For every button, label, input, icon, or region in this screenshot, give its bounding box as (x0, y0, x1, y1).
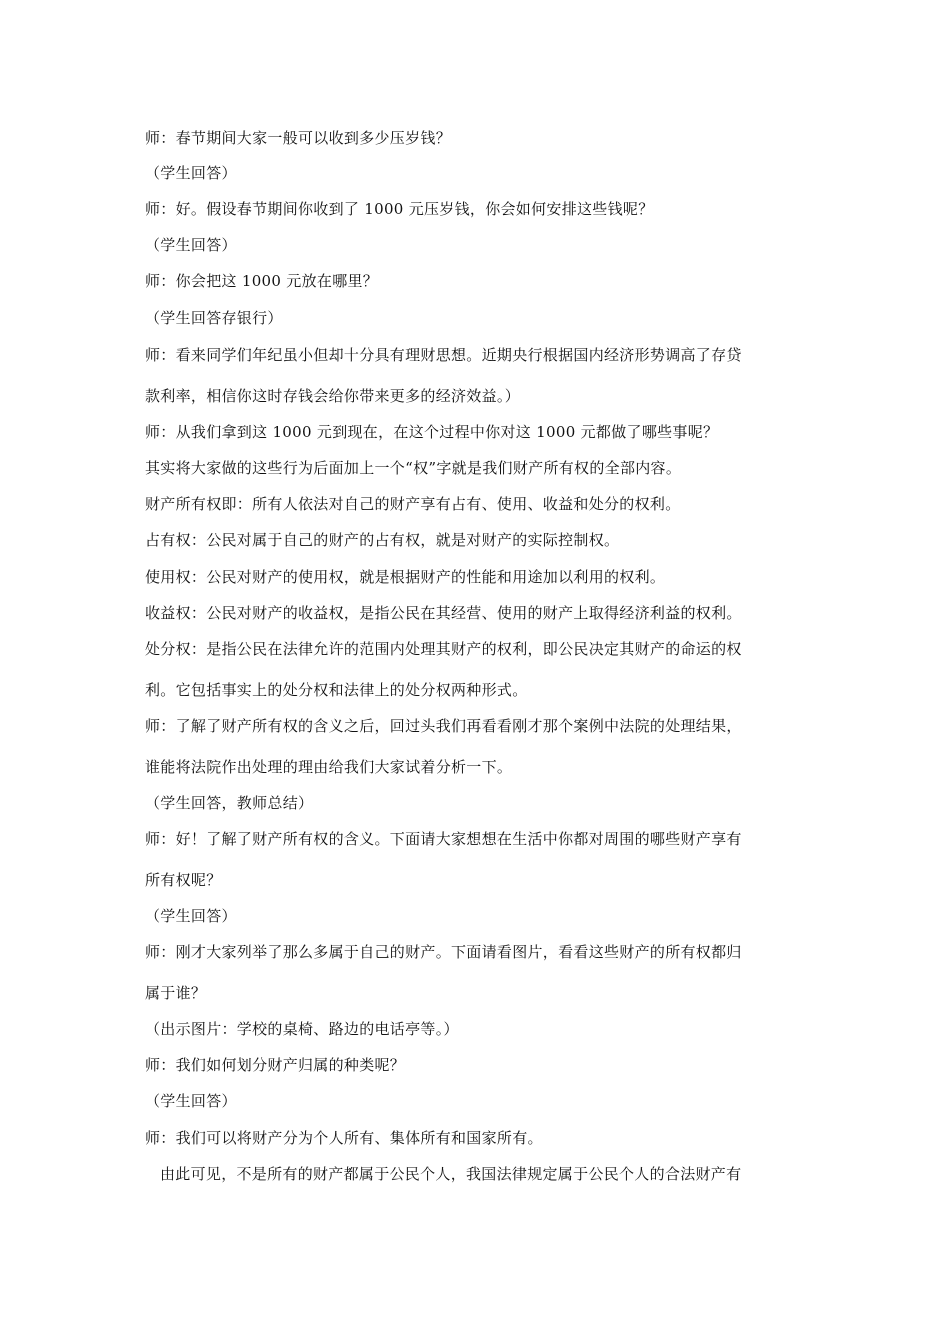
text-line: 收益权：公民对财产的收益权，是指公民在其经营、使用的财产上取得经济利益的权利。 (145, 604, 742, 622)
text-line: 占有权：公民对属于自己的财产的占有权，就是对财产的实际控制权。 (145, 531, 620, 549)
text-line: （出示图片：学校的桌椅、路边的电话亭等。） (145, 1020, 459, 1038)
text-line: 谁能将法院作出处理的理由给我们大家试着分析一下。 (145, 758, 513, 776)
text-line: 款利率，相信你这时存钱会给你带来更多的经济效益。） (145, 387, 521, 405)
text-line: 师：好。假设春节期间你收到了 1000 元压岁钱，你会如何安排这些钱呢？ (145, 200, 654, 218)
text-line: 所有权呢？ (145, 871, 222, 889)
text-line: （学生回答） (145, 1092, 237, 1110)
text-line: 师：了解了财产所有权的含义之后，回过头我们再看看刚才那个案例中法院的处理结果， (145, 717, 742, 735)
text-line: 师：看来同学们年纪虽小但却十分具有理财思想。近期央行根据国内经济形势调高了存贷 (145, 346, 742, 364)
text-line: 使用权：公民对财产的使用权，就是根据财产的性能和用途加以利用的权利。 (145, 568, 666, 586)
text-line: 师：从我们拿到这 1000 元到现在，在这个过程中你对这 1000 元都做了哪些事呢？ (145, 423, 719, 441)
text-line: 师：好！了解了财产所有权的含义。下面请大家想想在生活中你都对周围的哪些财产享有 (145, 830, 742, 848)
text-line: （学生回答） (145, 236, 237, 254)
text-line: 师：春节期间大家一般可以收到多少压岁钱？ (145, 129, 452, 147)
text-line: 其实将大家做的这些行为后面加上一个“权”字就是我们财产所有权的全部内容。 (145, 459, 682, 477)
text-line: 由此可见，不是所有的财产都属于公民个人，我国法律规定属于公民个人的合法财产有 (160, 1165, 742, 1183)
text-line: 财产所有权即：所有人依法对自己的财产享有占有、使用、收益和处分的权利。 (145, 495, 681, 513)
text-line: （学生回答） (145, 907, 237, 925)
text-line: （学生回答存银行） (145, 309, 283, 327)
text-line: 师：你会把这 1000 元放在哪里？ (145, 272, 379, 290)
text-line: 师：我们如何划分财产归属的种类呢？ (145, 1056, 406, 1074)
text-line: 师：我们可以将财产分为个人所有、集体所有和国家所有。 (145, 1129, 543, 1147)
text-line: 属于谁？ (145, 984, 207, 1002)
text-line: （学生回答，教师总结） (145, 794, 314, 812)
text-line: 师：刚才大家列举了那么多属于自己的财产。下面请看图片，看看这些财产的所有权都归 (145, 943, 742, 961)
text-line: 处分权：是指公民在法律允许的范围内处理其财产的权利，即公民决定其财产的命运的权 (145, 640, 742, 658)
text-line: 利。它包括事实上的处分权和法律上的处分权两种形式。 (145, 681, 528, 699)
text-line: （学生回答） (145, 164, 237, 182)
